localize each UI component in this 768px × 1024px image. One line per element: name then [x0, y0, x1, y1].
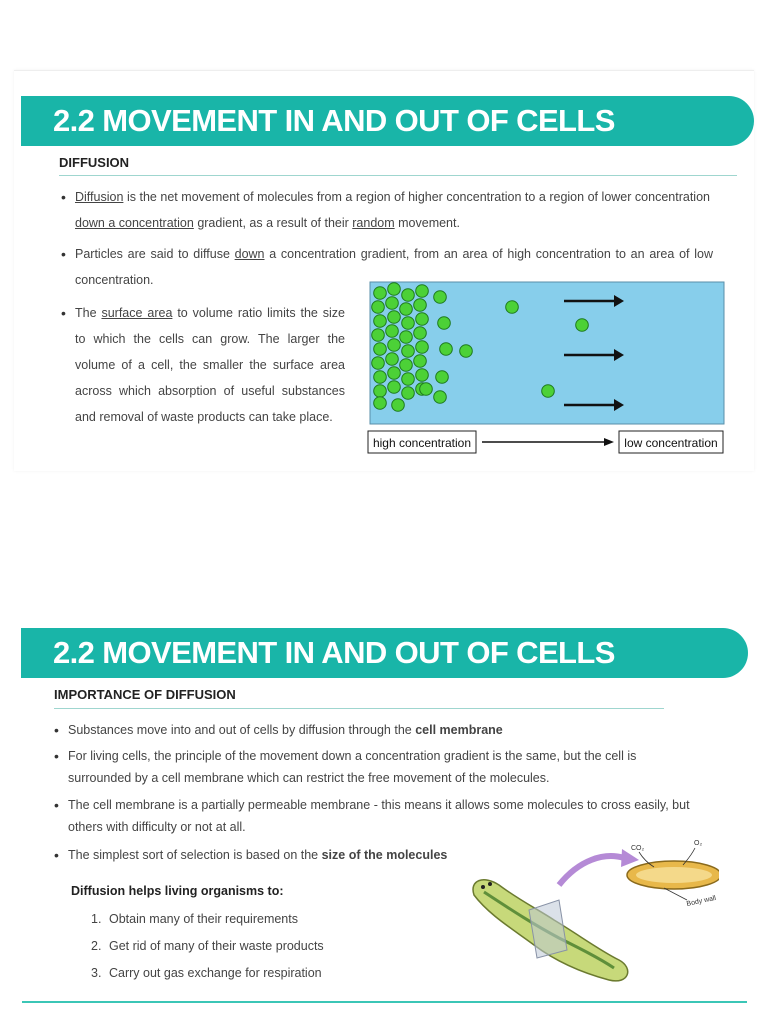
list-text: Obtain many of their requirements — [109, 912, 298, 926]
slide-title: 2.2 MOVEMENT IN AND OUT OF CELLS — [53, 103, 615, 138]
text: to volume ratio limits the size to which the cells can grow. The larger the volume of a cell, the smaller the surface area across which absorption of useful substances and removal of waste products can take place. — [75, 306, 346, 424]
title-banner — [21, 96, 754, 146]
particle — [386, 353, 399, 366]
particle — [434, 291, 447, 304]
text: Substances move into and out of cells by diffusion through the — [68, 723, 416, 737]
particle — [420, 383, 433, 396]
particle — [388, 367, 401, 380]
body-wall-pointer — [664, 888, 687, 900]
particle — [436, 371, 449, 384]
term-random: random — [352, 216, 395, 230]
term-cell-membrane: cell membrane — [415, 723, 503, 737]
term-down: down — [234, 247, 265, 261]
section-heading: IMPORTANCE OF DIFFUSION — [54, 687, 236, 702]
particle — [506, 301, 519, 314]
title-banner — [21, 628, 748, 678]
gradient-arrow-head — [604, 438, 614, 446]
bullet-diffusion-definition — [75, 184, 710, 236]
particle — [388, 283, 401, 296]
particle — [372, 329, 385, 342]
bullet-cell-membrane — [68, 718, 718, 742]
particle — [416, 369, 429, 382]
particle — [402, 289, 415, 302]
particle — [374, 315, 387, 328]
zoom-arrow — [559, 856, 624, 885]
text: Particles are said to diffuse — [75, 247, 235, 261]
particle — [576, 319, 589, 332]
particle — [542, 385, 555, 398]
particle — [374, 343, 387, 356]
particle — [414, 355, 427, 368]
section-rule — [54, 708, 664, 709]
particle — [388, 339, 401, 352]
cross-section-plane — [529, 900, 567, 958]
list-item — [91, 939, 324, 953]
particle — [414, 327, 427, 340]
list-item — [91, 912, 298, 926]
list-number: 3. — [91, 966, 102, 980]
particle — [388, 311, 401, 324]
particle — [402, 373, 415, 386]
particle — [438, 317, 451, 330]
list-number: 2. — [91, 939, 102, 953]
term-diffusion: Diffusion — [75, 190, 124, 204]
text: movement. — [394, 216, 460, 230]
text: The — [75, 306, 102, 320]
label-low-concentration: low concentration — [624, 436, 718, 450]
particle — [374, 385, 387, 398]
text: is the net movement of molecules from a region of higher concentration to a region of lower concentration — [123, 190, 710, 204]
o2-label: O₂ — [694, 840, 703, 847]
bullet-partially-permeable: • The cell membrane is a partially permeable membrane - this means it allows some molecules to cross easily, but others with difficulty or not at all. — [68, 794, 703, 838]
particle — [400, 303, 413, 316]
diffusion-diagram — [366, 279, 728, 457]
flatworm-illustration — [459, 840, 719, 1000]
flatworm-eye — [481, 885, 485, 889]
particle — [460, 345, 473, 358]
particle — [434, 391, 447, 404]
particle — [392, 399, 405, 412]
particle — [402, 387, 415, 400]
particle — [416, 313, 429, 326]
text: a concentration gradient, from an area of high concentration to an area of low concentration. — [75, 247, 713, 287]
particle — [416, 341, 429, 354]
slide-importance-of-diffusion — [14, 625, 754, 1015]
text: The simplest sort of selection is based on the — [68, 848, 322, 862]
flatworm-eye — [488, 882, 492, 886]
particle — [374, 287, 387, 300]
particle — [372, 357, 385, 370]
section-rule — [59, 175, 737, 176]
particle — [400, 359, 413, 372]
particle — [402, 317, 415, 330]
list-title: Diffusion helps living organisms to: — [71, 884, 284, 898]
text: gradient, as a result of their — [193, 216, 353, 230]
particle — [440, 343, 453, 356]
particle — [414, 299, 427, 312]
slide-title: 2.2 MOVEMENT IN AND OUT OF CELLS — [53, 635, 615, 670]
particle — [402, 345, 415, 358]
particle — [374, 397, 387, 410]
list-item — [91, 966, 322, 980]
slide-diffusion — [14, 70, 754, 471]
bullet-living-cells: • For living cells, the principle of the movement down a concentration gradient is the same, but the cell is surrounded by a cell membrane which can restrict the free movement of the molecules. — [68, 745, 703, 789]
particle — [388, 381, 401, 394]
list-number: 1. — [91, 912, 102, 926]
body-wall-inner — [636, 867, 712, 883]
particle — [372, 301, 385, 314]
body-wall-label: Body wall — [685, 894, 717, 908]
co2-label: CO₂ — [631, 845, 645, 852]
section-heading: DIFFUSION — [59, 155, 130, 170]
particle — [386, 297, 399, 310]
term-down-gradient: down a concentration — [75, 216, 194, 230]
list-text: Get rid of many of their waste products — [109, 939, 324, 953]
label-high-concentration: high concentration — [372, 436, 472, 450]
particle — [416, 285, 429, 298]
term-surface-area: surface area — [101, 306, 173, 320]
particle — [374, 371, 387, 384]
bullet-surface-area — [75, 300, 345, 430]
particle — [400, 331, 413, 344]
term-size-of-molecules: size of the molecules — [321, 848, 448, 862]
list-text: Carry out gas exchange for respiration — [109, 966, 322, 980]
bottom-rule — [22, 1001, 747, 1003]
particle — [386, 325, 399, 338]
